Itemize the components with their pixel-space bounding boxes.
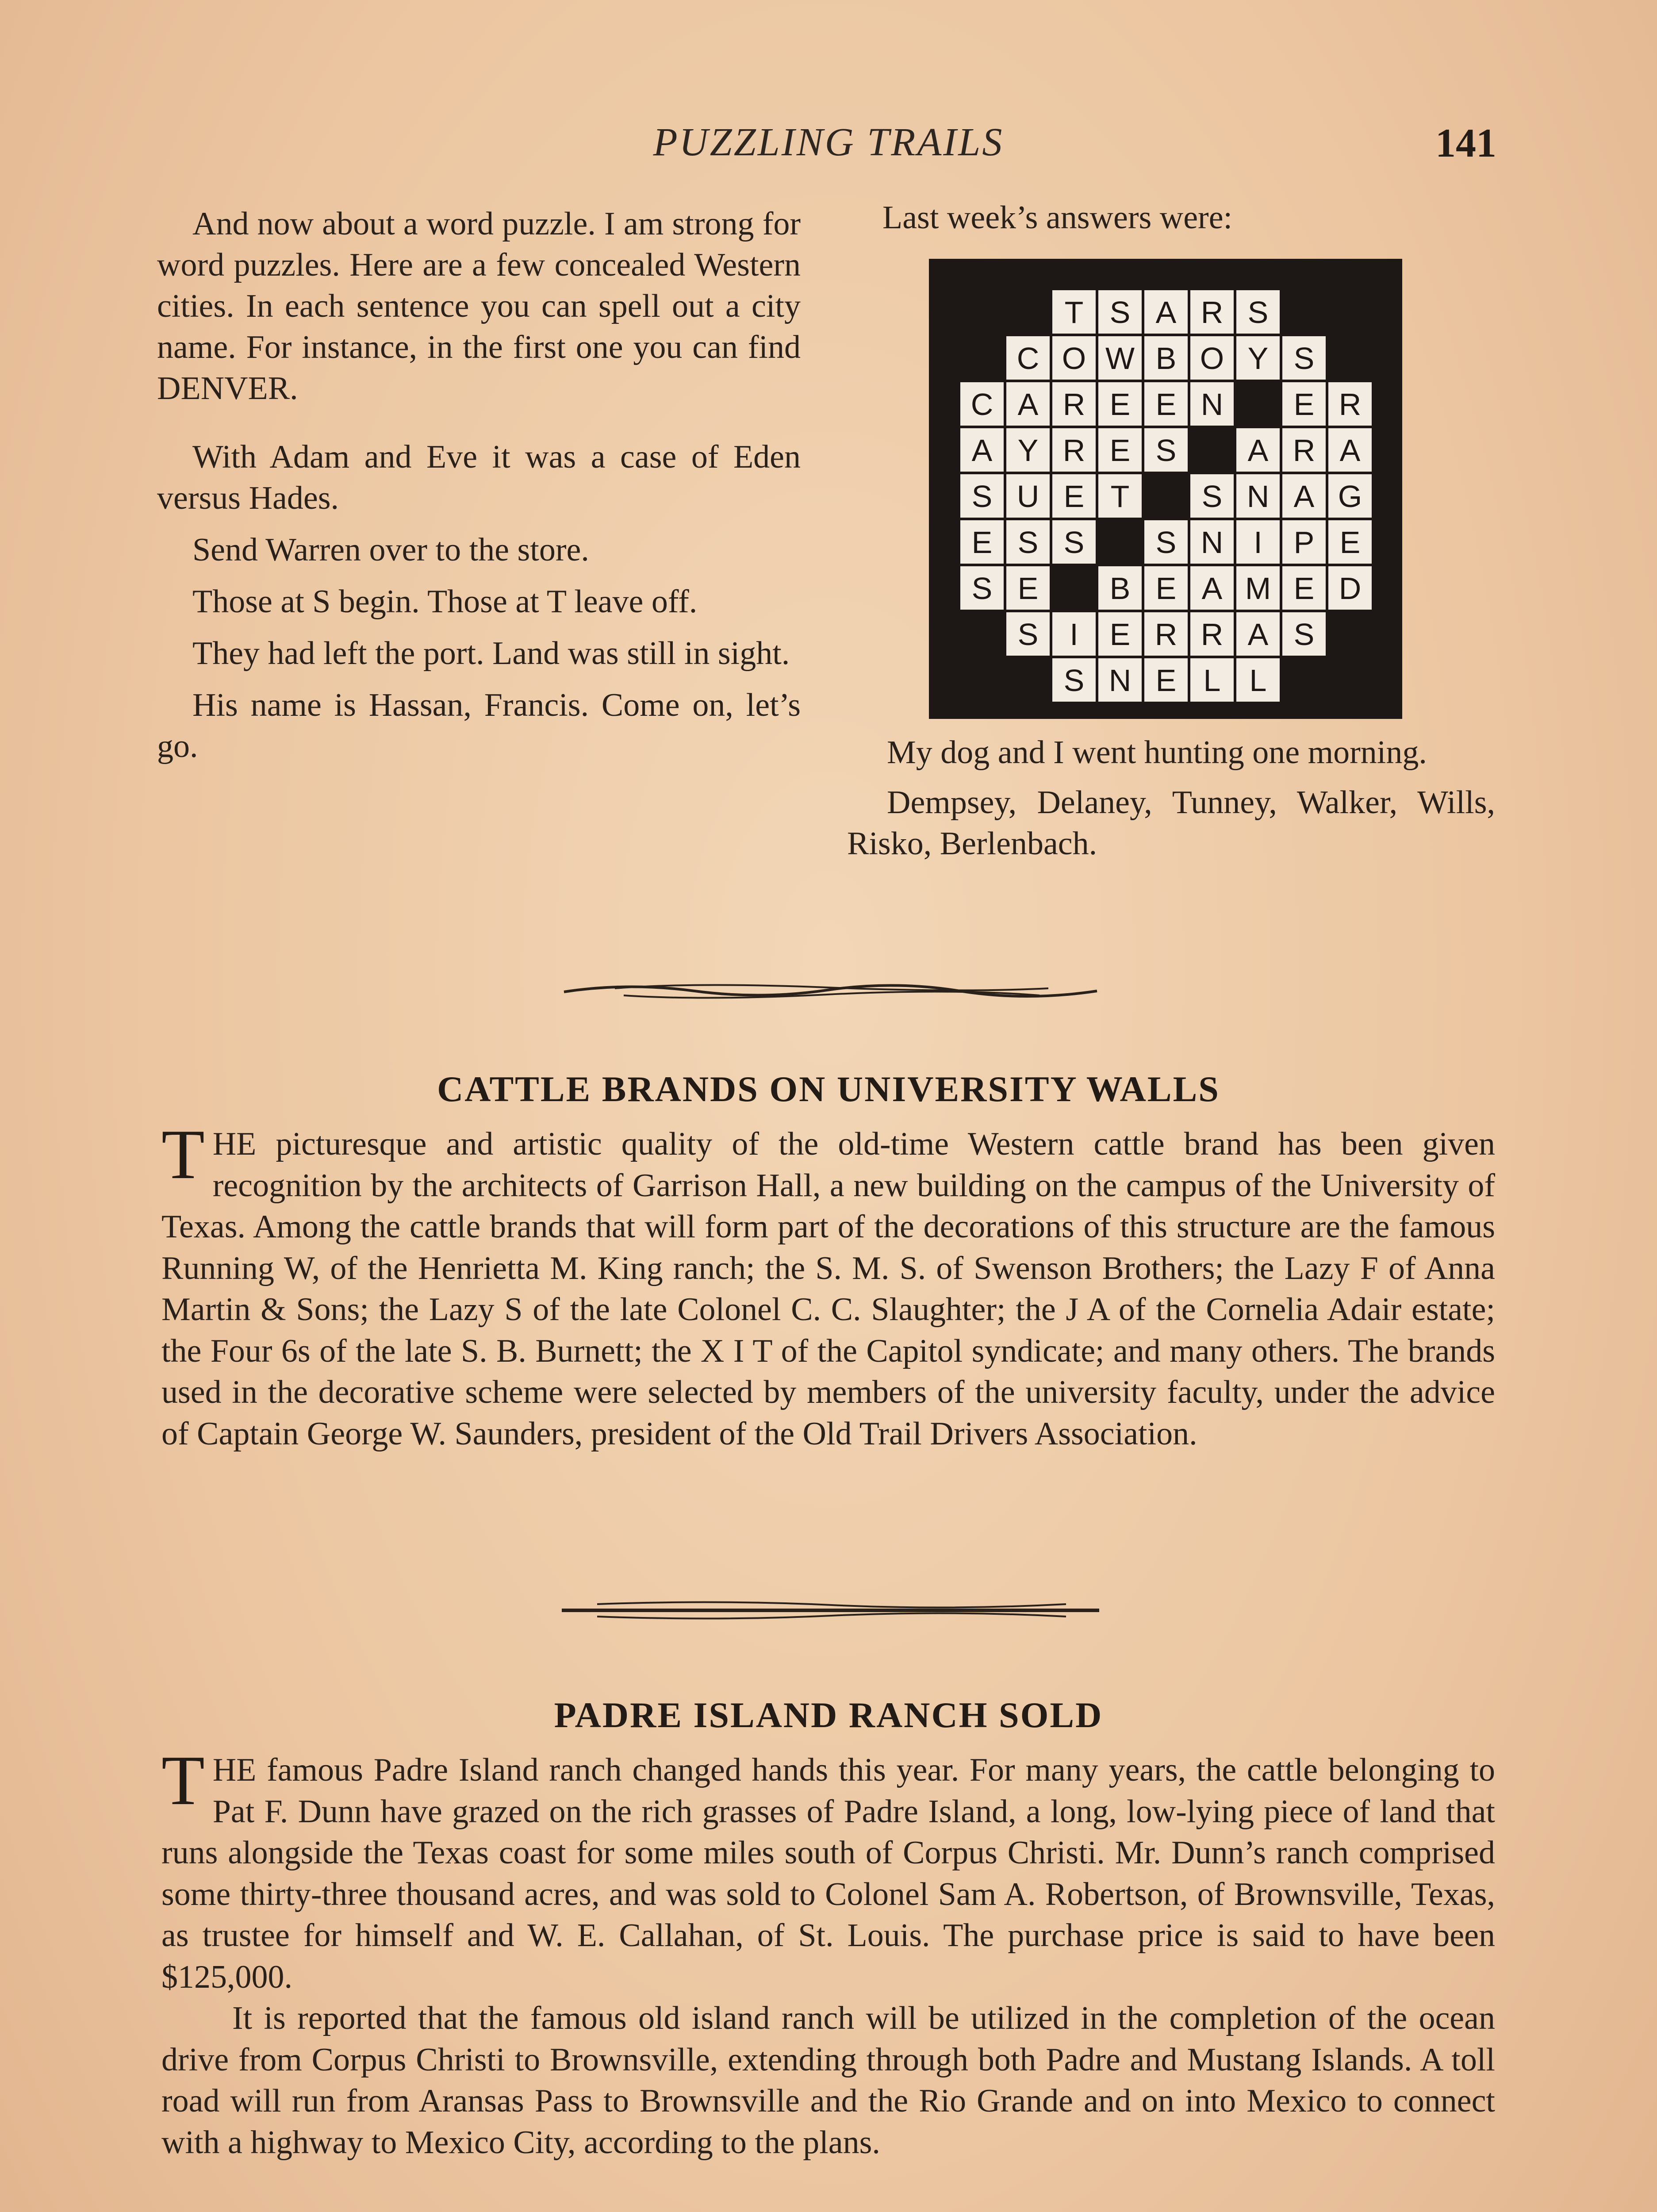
crossword-cell: Y [1235,335,1281,381]
answers-column [847,732,1495,864]
crossword-cell: G [1327,473,1373,519]
crossword-cell: N [1235,473,1281,519]
crossword-cell: S [959,565,1005,611]
answer-line: My dog and I went hunting one morning. [887,734,1427,771]
crossword-cell: B [1097,565,1143,611]
crossword-cell: N [1097,657,1143,703]
puzzle-intro: And now about a word puzzle. I am strong for word puzzles. Here are a few concealed Western cities. In each sentence you can spell out a city name. For instance, in the first one you can find DENVER. [157,206,801,407]
crossword-cell: E [1005,565,1051,611]
crossword-cell: S [1097,289,1143,335]
crossword-cell: E [1281,381,1327,427]
crossword-cell: E [1097,381,1143,427]
crossword-cell: E [1051,473,1097,519]
crossword-cell: S [1005,519,1051,565]
ornamental-divider [562,1597,1099,1624]
crossword-cell: O [1189,335,1235,381]
crossword-cell: S [1235,289,1281,335]
crossword-cell: T [1051,289,1097,335]
padre-island-title: PADRE ISLAND RANCH SOLD [554,1695,1103,1735]
puzzle-sentence: His name is Hassan, Francis. Come on, let’s go. [157,687,801,764]
puzzle-sentence: Send Warren over to the store. [192,532,589,568]
crossword-cell: A [1281,473,1327,519]
crossword-cell: A [1189,565,1235,611]
crossword-cell: Y [1005,427,1051,473]
crossword-cell: L [1235,657,1281,703]
puzzle-sentence: They had left the port. Land was still in sight. [192,635,790,672]
page-number: 141 [1435,120,1496,165]
crossword-cell: A [1235,427,1281,473]
crossword-cell: S [1281,611,1327,657]
crossword-cell: E [1143,565,1189,611]
crossword-cell: D [1327,565,1373,611]
crossword-cell: E [1281,565,1327,611]
padre-island-body-2: It is reported that the famous old island ranch will be utilized in the completion of the ocean drive from Corpus Christi to Brownsville, extending through both Padre and Mustang Islands. A toll road will run from Aransas Pass to Brownsville and the Rio Grande and on into Mexico to connect with a highway to Mexico City, according to the plans. [161,2000,1495,2161]
crossword-cell: M [1235,565,1281,611]
crossword-cell: R [1189,611,1235,657]
crossword-cell: E [959,519,1005,565]
crossword-cell: L [1189,657,1235,703]
crossword-cell: B [1143,335,1189,381]
padre-island-article [161,1741,1495,2163]
crossword-cell: C [959,381,1005,427]
crossword-cell: S [1281,335,1327,381]
crossword-cell: A [1143,289,1189,335]
crossword-cell: E [1327,519,1373,565]
crossword-cell: C [1005,335,1051,381]
crossword-cell: S [1143,427,1189,473]
crossword-cell: A [1327,427,1373,473]
word-puzzle-column [157,204,801,767]
puzzle-sentence: With Adam and Eve it was a case of Eden versus Hades. [157,439,801,516]
crossword-cell: S [1051,657,1097,703]
padre-island-body-1: HE famous Padre Island ranch changed hands this year. For many years, the cattle belonging to Pat F. Dunn have grazed on the rich grasses of Padre Island, a long, low-lying piece of land that runs alongside the Texas coast for some miles south of Corpus Christi. Mr. Dunn’s ranch comprised some thirty-three thousand acres, and was sold to Colonel Sam A. Robertson, of Brownsville, Texas, as trustee for himself and W. E. Callahan, of St. Louis. The purchase price is said to have been $125,000. [161,1752,1495,1995]
crossword-cell: A [959,427,1005,473]
crossword-cell: O [1051,335,1097,381]
puzzle-sentence: Those at S begin. Those at T leave off. [192,584,698,620]
crossword-cell: E [1143,657,1189,703]
crossword-cell: A [1005,381,1051,427]
answer-line: Dempsey, Delaney, Tunney, Walker, Wills, Risko, Berlenbach. [847,784,1495,862]
crossword-cell: A [1235,611,1281,657]
crossword-cell: W [1097,335,1143,381]
crossword-cell: R [1051,381,1097,427]
running-title: PUZZLING TRAILS [653,120,1004,164]
crossword-cell: R [1189,289,1235,335]
crossword-cell: T [1097,473,1143,519]
crossword-cell: I [1051,611,1097,657]
crossword-cell: S [959,473,1005,519]
answers-caption: Last week’s answers were: [882,200,1233,236]
crossword-cell: S [1051,519,1097,565]
ornamental-divider [562,978,1099,1004]
crossword-cell: N [1189,519,1235,565]
drop-cap: T [161,1741,205,1820]
crossword-cell: E [1097,427,1143,473]
crossword-cell: R [1281,427,1327,473]
drop-cap: T [161,1115,205,1194]
crossword-cell: I [1235,519,1281,565]
crossword-cell: P [1281,519,1327,565]
crossword-cell: N [1189,381,1235,427]
cattle-brands-body: HE picturesque and artistic quality of the old-time Western cattle brand has been given recognition by the architects of Garrison Hall, a new building on the campus of the University of Texas. Among the cattle brands that will form part of the decorations of this structure are the famous Running W, of the Henrietta M. King ranch; the S. M. S. of Swenson Brothers; the Lazy F of Anna Martin & Sons; the Lazy S of the late Colonel C. C. Slaughter; the J A of the Cornelia Adair estate; the Four 6s of the late S. B. Burnett; the X I T of the Capitol syndicate; and many others. The brands used in the decorative scheme were selected by members of the university faculty, under the advice of Captain George W. Saunders, president of the Old Trail Drivers Association. [161,1126,1495,1452]
crossword-cell: E [1097,611,1143,657]
crossword-cell: S [1143,519,1189,565]
crossword-answer-grid [929,259,1402,719]
crossword-cell: R [1143,611,1189,657]
crossword-cell: S [1005,611,1051,657]
crossword-cell: R [1051,427,1097,473]
crossword-cell: R [1327,381,1373,427]
cattle-brands-article [161,1115,1495,1455]
crossword-cell: S [1189,473,1235,519]
crossword-cell: U [1005,473,1051,519]
cattle-brands-title: CATTLE BRANDS ON UNIVERSITY WALLS [437,1069,1220,1109]
crossword-cell: E [1143,381,1189,427]
